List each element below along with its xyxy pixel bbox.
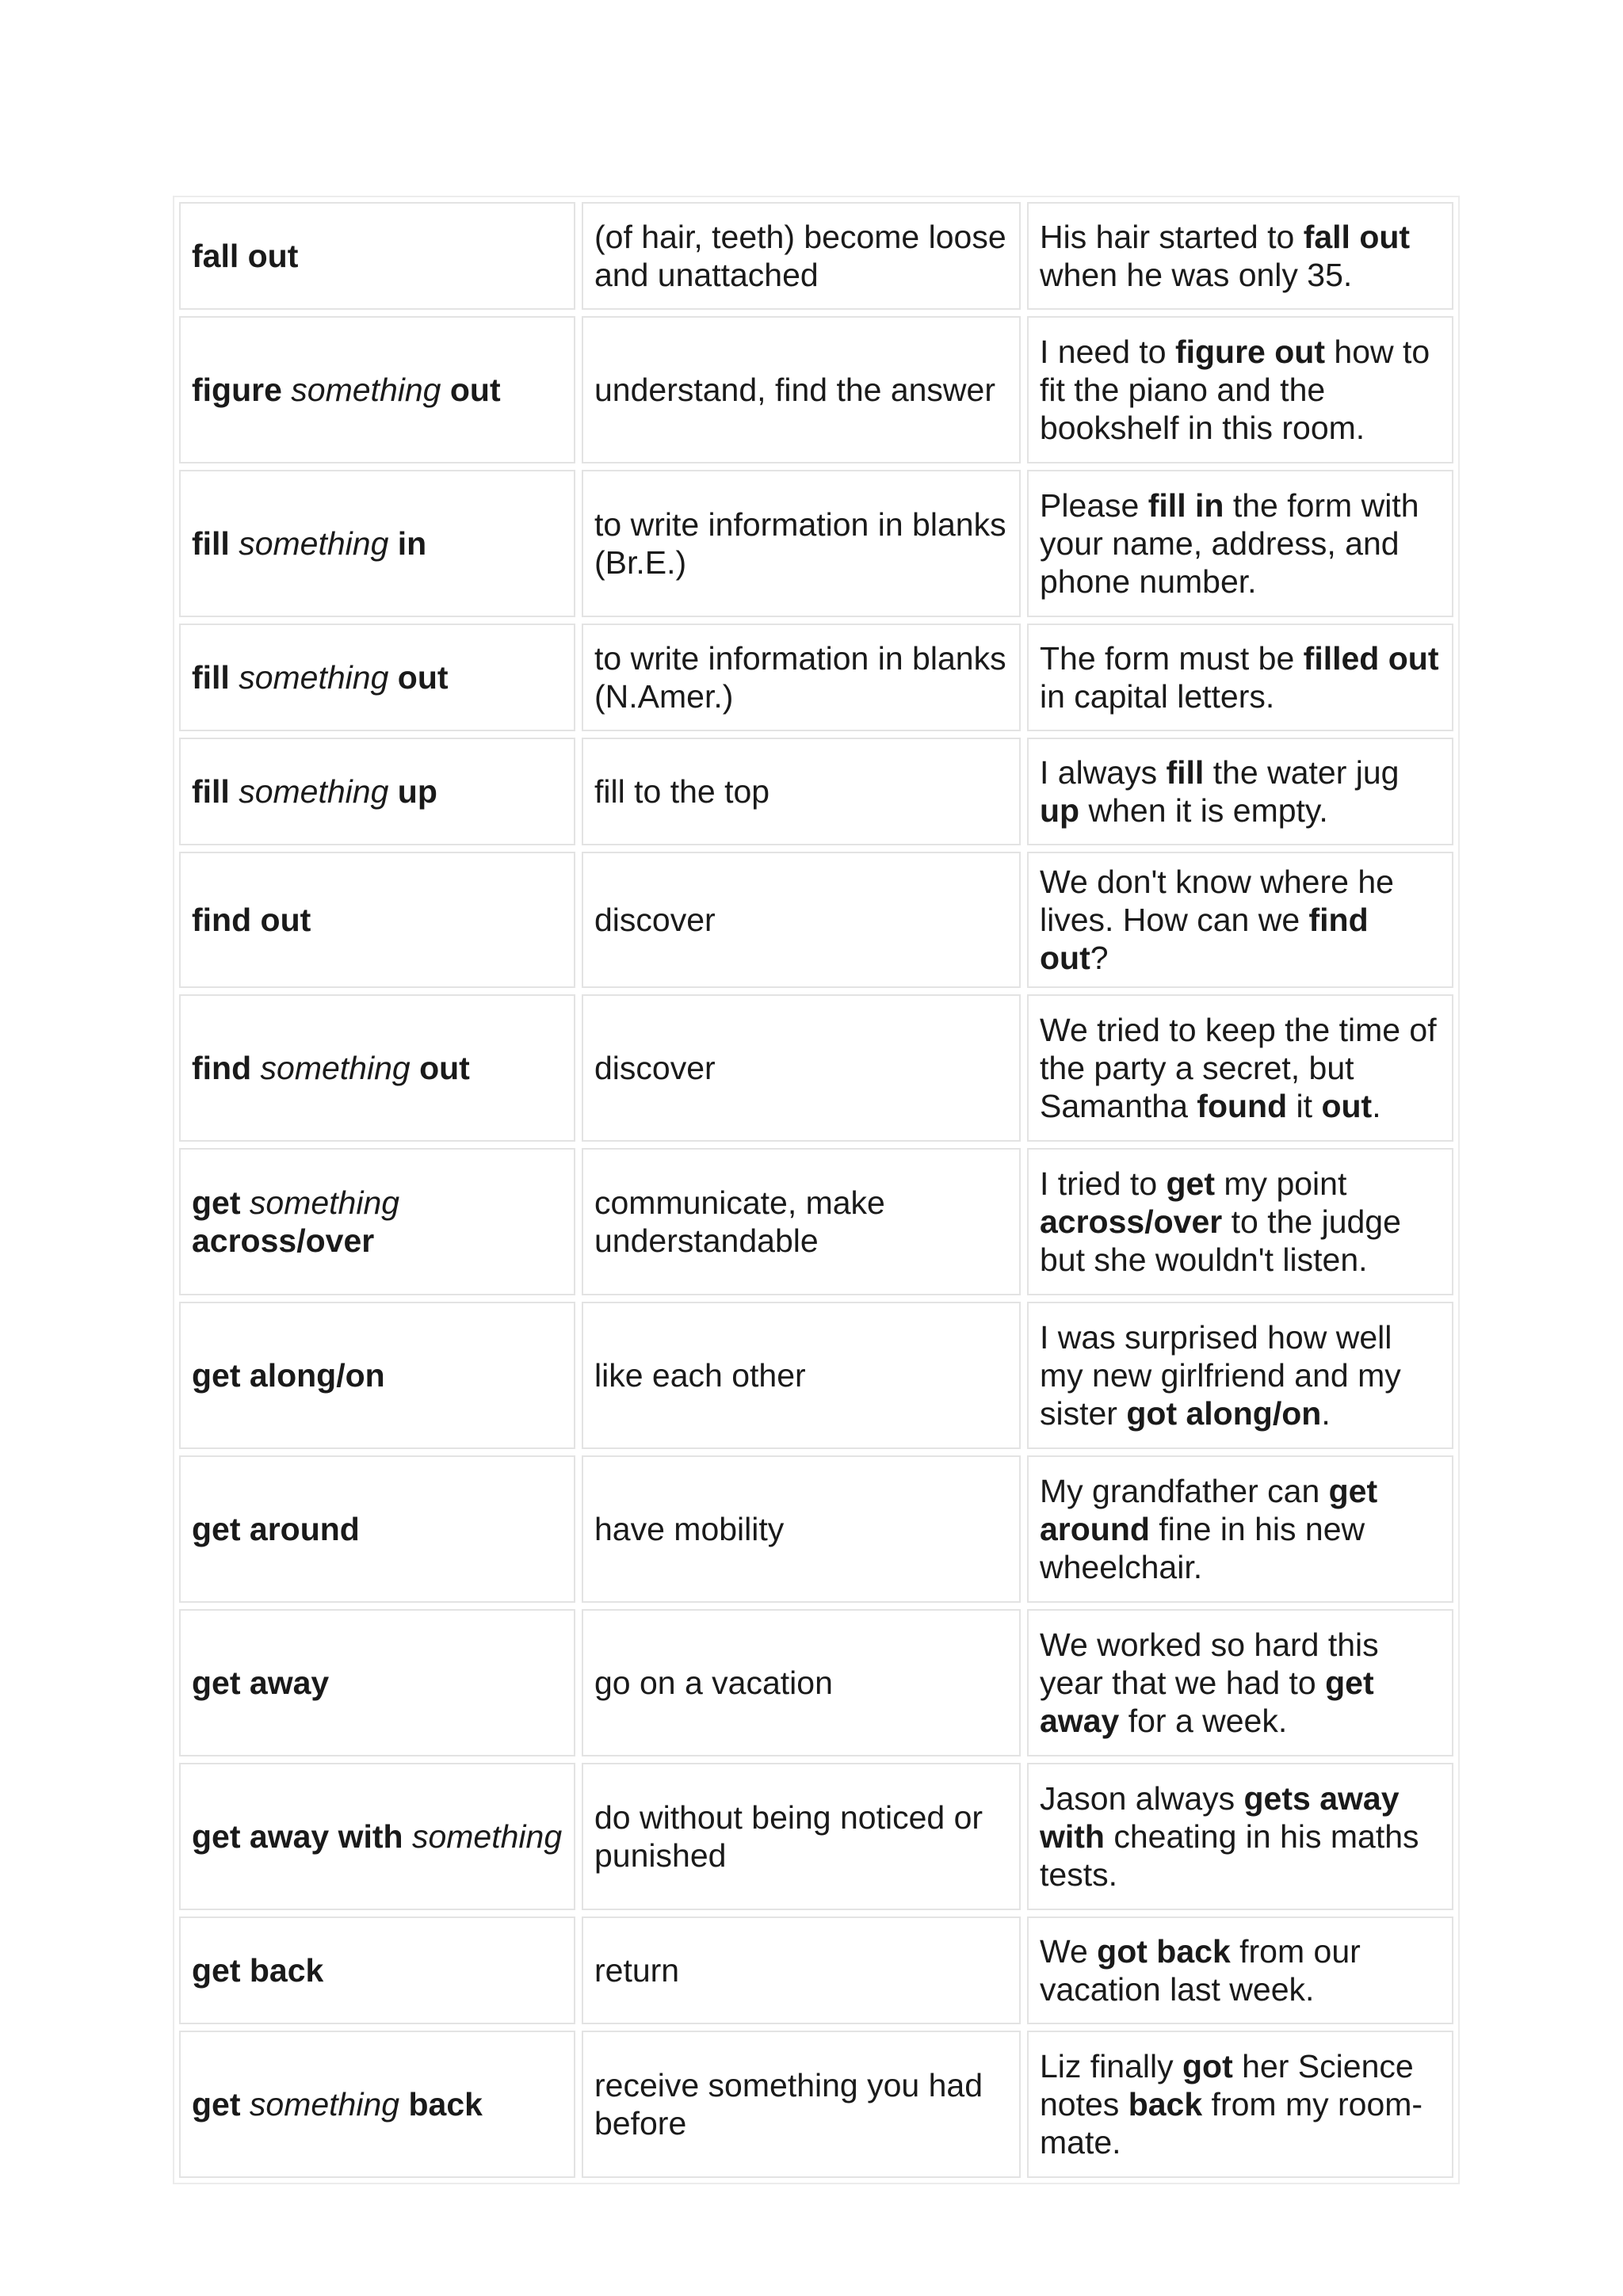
table-row <box>179 2031 1453 2178</box>
meaning-cell: (of hair, teeth) become loose and unattached <box>582 202 1021 310</box>
meaning-cell: communicate, make understandable <box>582 1148 1021 1295</box>
example-text-segment: cheating in his maths tests. <box>1040 1818 1419 1893</box>
table-row <box>179 316 1453 463</box>
phrasal-verb-cell <box>179 1302 575 1449</box>
example-text-segment: Please <box>1040 487 1148 524</box>
example-text-segment: how to fit the piano and the bookshelf in this room. <box>1040 334 1430 446</box>
verb-text-segment: something <box>239 659 389 696</box>
example-text-segment: across/over <box>1040 1203 1223 1240</box>
verb-text-segment: up <box>388 773 437 810</box>
phrasal-verb-cell <box>179 470 575 617</box>
example-text-segment: the water jug <box>1204 754 1400 791</box>
example-cell <box>1027 1302 1453 1449</box>
example-text-segment: I tried to <box>1040 1165 1167 1202</box>
example-text-segment: get around <box>1040 1473 1378 1547</box>
verb-text-segment: fill <box>192 773 239 810</box>
phrasal-verb-cell <box>179 1763 575 1910</box>
verb-text-segment: something <box>249 2086 400 2122</box>
phrasal-verb-cell <box>179 1917 575 2024</box>
example-cell <box>1027 1917 1453 2024</box>
example-text-segment: found <box>1197 1088 1288 1124</box>
example-text-segment: ? <box>1090 940 1109 976</box>
phrasal-verb-cell <box>179 994 575 1142</box>
phrasal-verb-cell <box>179 738 575 845</box>
phrasal-verb-cell <box>179 1148 575 1295</box>
verb-text-segment: get <box>192 1184 250 1221</box>
example-cell <box>1027 1455 1453 1603</box>
example-cell <box>1027 852 1453 988</box>
example-text-segment: from our vacation last week. <box>1040 1933 1361 2008</box>
example-text-segment: Liz finally <box>1040 2048 1183 2084</box>
example-text-segment: got <box>1182 2048 1233 2084</box>
example-text-segment: I always <box>1040 754 1167 791</box>
phrasal-verb-cell <box>179 624 575 731</box>
verb-text-segment: something <box>260 1050 411 1086</box>
meaning-cell: to write information in blanks (N.Amer.) <box>582 624 1021 731</box>
example-cell <box>1027 1609 1453 1756</box>
example-text-segment: in capital letters. <box>1040 678 1275 715</box>
verb-text-segment: something <box>249 1184 400 1221</box>
table-body <box>179 202 1453 2178</box>
phrasal-verb-cell <box>179 1455 575 1603</box>
verb-text-segment: fall out <box>192 238 299 274</box>
phrasal-verb-cell <box>179 1609 575 1756</box>
example-text-segment: We worked so hard this year that we had to <box>1040 1627 1379 1701</box>
example-text-segment: My grandfather can <box>1040 1473 1329 1509</box>
example-text-segment: the form with your name, address, and phone number. <box>1040 487 1419 600</box>
meaning-cell: to write information in blanks (Br.E.) <box>582 470 1021 617</box>
example-text-segment: from my room-mate. <box>1040 2086 1423 2161</box>
verb-text-segment: figure <box>192 372 292 408</box>
meaning-cell: receive something you had before <box>582 2031 1021 2178</box>
example-text-segment: fill in <box>1148 487 1224 524</box>
example-cell <box>1027 316 1453 463</box>
verb-text-segment: get away with <box>192 1818 412 1855</box>
verb-text-segment: something <box>239 773 389 810</box>
example-text-segment: my point <box>1215 1165 1347 1202</box>
verb-text-segment: across/over <box>192 1222 375 1259</box>
example-cell <box>1027 1763 1453 1910</box>
table-row <box>179 1302 1453 1449</box>
verb-text-segment: find <box>192 1050 261 1086</box>
example-text-segment: find out <box>1040 902 1369 976</box>
example-text-segment: gets away with <box>1040 1780 1400 1855</box>
example-text-segment: I was surprised how well my new girlfriend and my sister <box>1040 1319 1401 1432</box>
verb-text-segment: find out <box>192 902 311 938</box>
example-text-segment: We tried to keep the time of the party a secret, but Samantha <box>1040 1012 1437 1124</box>
example-cell <box>1027 202 1453 310</box>
verb-text-segment: in <box>388 525 427 562</box>
example-text-segment: when it is empty. <box>1079 792 1328 829</box>
example-cell <box>1027 738 1453 845</box>
table-row <box>179 1917 1453 2024</box>
example-text-segment: to the judge but she wouldn't listen. <box>1040 1203 1401 1278</box>
meaning-cell: like each other <box>582 1302 1021 1449</box>
example-text-segment: got along/on <box>1126 1395 1322 1432</box>
example-text-segment: out <box>1321 1088 1373 1124</box>
table-row <box>179 1148 1453 1295</box>
example-cell <box>1027 2031 1453 2178</box>
verb-text-segment: get along/on <box>192 1357 385 1394</box>
verb-text-segment: get around <box>192 1511 360 1547</box>
table-row <box>179 624 1453 731</box>
example-cell <box>1027 624 1453 731</box>
example-text-segment: The form must be <box>1040 640 1304 677</box>
verb-text-segment: something <box>291 372 441 408</box>
table-row <box>179 1763 1453 1910</box>
example-text-segment: Jason always <box>1040 1780 1244 1817</box>
example-cell <box>1027 994 1453 1142</box>
example-text-segment: get <box>1166 1165 1216 1202</box>
example-text-segment: back <box>1128 2086 1203 2122</box>
meaning-cell: do without being noticed or punished <box>582 1763 1021 1910</box>
example-text-segment: fine in his new wheelchair. <box>1040 1511 1365 1585</box>
table-row <box>179 738 1453 845</box>
example-text-segment: her Science notes <box>1040 2048 1414 2122</box>
example-text-segment: His hair started to <box>1040 219 1304 255</box>
example-text-segment: We <box>1040 1933 1098 1970</box>
meaning-cell: discover <box>582 994 1021 1142</box>
example-cell <box>1027 1148 1453 1295</box>
table-row <box>179 470 1453 617</box>
phrasal-verb-cell <box>179 2031 575 2178</box>
example-text-segment: it <box>1287 1088 1322 1124</box>
phrasal-verb-cell <box>179 202 575 310</box>
example-text-segment: . <box>1321 1395 1331 1432</box>
table-row <box>179 1455 1453 1603</box>
verb-text-segment: fill <box>192 659 239 696</box>
table-row <box>179 202 1453 310</box>
meaning-cell: go on a vacation <box>582 1609 1021 1756</box>
example-text-segment: I need to <box>1040 334 1175 370</box>
meaning-cell: understand, find the answer <box>582 316 1021 463</box>
example-text-segment: got back <box>1097 1933 1231 1970</box>
example-cell <box>1027 470 1453 617</box>
verb-text-segment: out <box>388 659 449 696</box>
example-text-segment: figure out <box>1174 334 1325 370</box>
verb-text-segment: something <box>239 525 389 562</box>
phrasal-verb-cell <box>179 316 575 463</box>
phrasal-verb-cell <box>179 852 575 988</box>
example-text-segment: . <box>1372 1088 1381 1124</box>
example-text-segment: when he was only 35. <box>1040 257 1353 293</box>
example-text-segment: up <box>1040 792 1080 829</box>
verb-text-segment: fill <box>192 525 239 562</box>
example-text-segment: for a week. <box>1119 1703 1288 1739</box>
table-row <box>179 1609 1453 1756</box>
meaning-cell: have mobility <box>582 1455 1021 1603</box>
verb-text-segment: something <box>411 1818 563 1855</box>
verb-text-segment: back <box>399 2086 483 2122</box>
verb-text-segment: out <box>410 1050 470 1086</box>
verb-text-segment: get <box>192 2086 250 2122</box>
verb-text-segment: out <box>441 372 501 408</box>
example-text-segment: fill <box>1166 754 1205 791</box>
verb-text-segment: get back <box>192 1952 324 1989</box>
example-text-segment: fall out <box>1303 219 1411 255</box>
example-text-segment: get away <box>1040 1665 1374 1739</box>
phrasal-verbs-sheet <box>173 196 1460 2184</box>
verb-text-segment: get away <box>192 1665 330 1701</box>
table-row <box>179 852 1453 988</box>
table-row <box>179 994 1453 1142</box>
meaning-cell: return <box>582 1917 1021 2024</box>
example-text-segment: We don't know where he lives. How can we <box>1040 864 1394 938</box>
example-text-segment: filled out <box>1303 640 1439 677</box>
meaning-cell: discover <box>582 852 1021 988</box>
phrasal-verbs-table <box>173 196 1460 2184</box>
meaning-cell: fill to the top <box>582 738 1021 845</box>
